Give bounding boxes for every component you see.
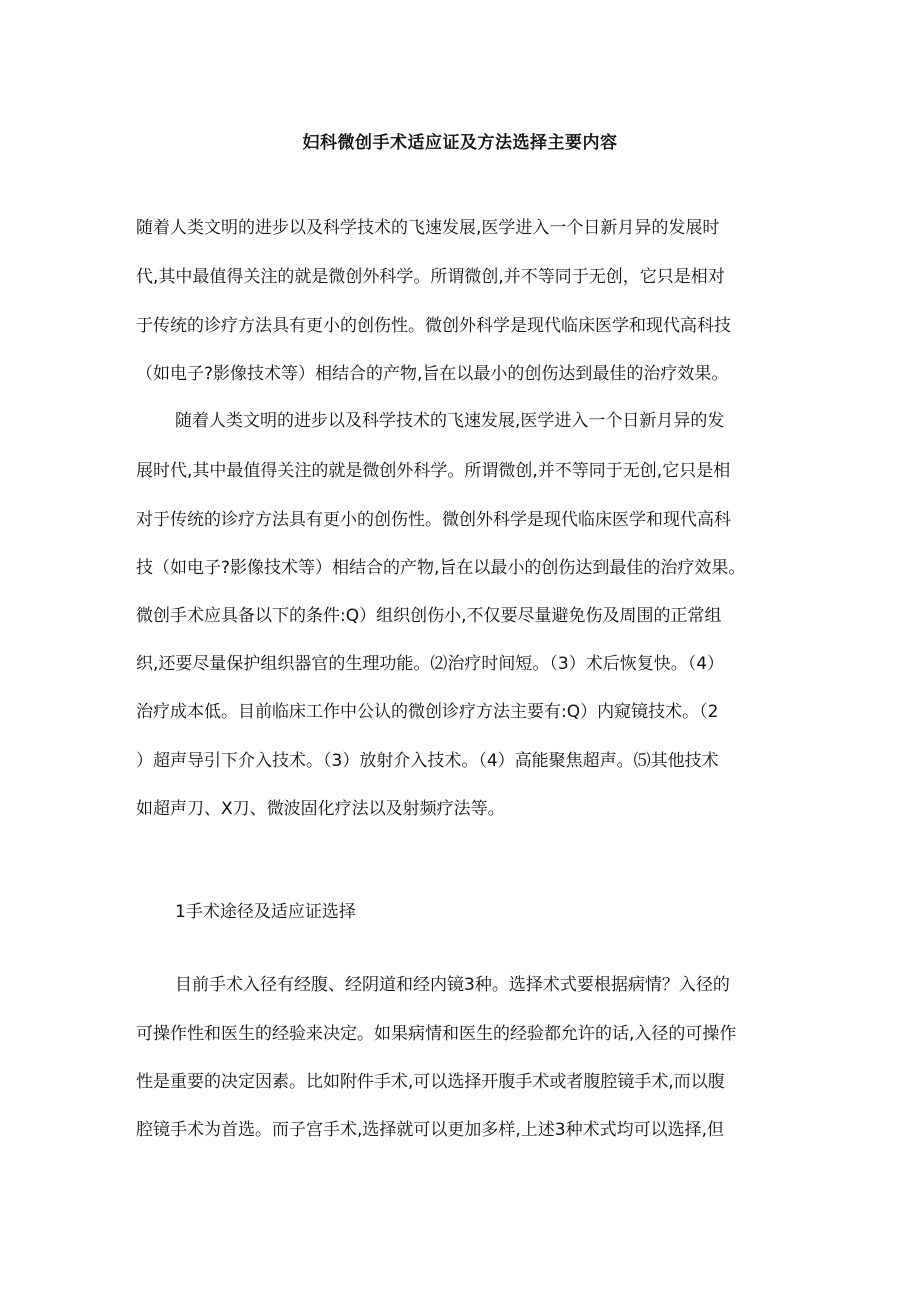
text-line: 治疗成本低。目前临床工作中公认的微创诊疗方法主要有:Q）内窥镜技术。（2 [136,702,719,722]
text-line: 随着人类文明的进步以及科学技术的飞速发展,医学进入一个日新月异的发展时 [136,218,720,238]
text-line: ）超声导引下介入技术。（3）放射介入技术。（4）高能聚焦超声。⑸其他技术 [136,751,719,771]
text-line: 代,其中最值得关注的就是微创外科学。所谓微创,并不等同于无创，它只是相对 [136,267,725,287]
text-line: 如超声刀、X刀、微波固化疗法以及射频疗法等。 [136,799,505,819]
text-line: 技（如电子?影像技术等）相结合的产物,旨在以最小的创伤达到最佳的治疗效果。 [136,558,746,578]
text-line: 于传统的诊疗方法具有更小的创伤性。微创外科学是现代临床医学和现代高科技 [136,316,731,336]
text-line: （如电子?影像技术等）相结合的产物,旨在以最小的创伤达到最佳的治疗效果。 [136,364,729,384]
text-line: 目前手术入径有经腹、经阴道和经内镜3种。选择术式要根据病情？入径的 [175,975,730,995]
text-line: 对于传统的诊疗方法具有更小的创伤性。微创外科学是现代临床医学和现代高科 [136,510,731,530]
text-line: 随着人类文明的进步以及科学技术的飞速发展,医学进入一个日新月异的发 [175,411,725,431]
text-line: 织,还要尽量保护组织器官的生理功能。⑵治疗时间短。（3）术后恢复快。（4） [136,654,725,674]
text-line: 可操作性和医生的经验来决定。如果病情和医生的经验都允许的话,入径的可操作 [136,1024,737,1044]
section-heading: 1手术途径及适应证选择 [175,902,356,922]
text-line: 微创手术应具备以下的条件:Q）组织创伤小,不仅要尽量避免伤及周围的正常组 [136,606,722,626]
text-line: 展时代,其中最值得关注的就是微创外科学。所谓微创,并不等同于无创,它只是相 [136,461,731,481]
text-line: 性是重要的决定因素。比如附件手术,可以选择开腹手术或者腹腔镜手术,而以腹 [136,1072,725,1092]
text-line: 腔镜手术为首选。而子宫手术,选择就可以更加多样,上述3种术式均可以选择,但 [136,1120,725,1140]
document-title: 妇科微创手术适应证及方法选择主要内容 [302,133,618,153]
